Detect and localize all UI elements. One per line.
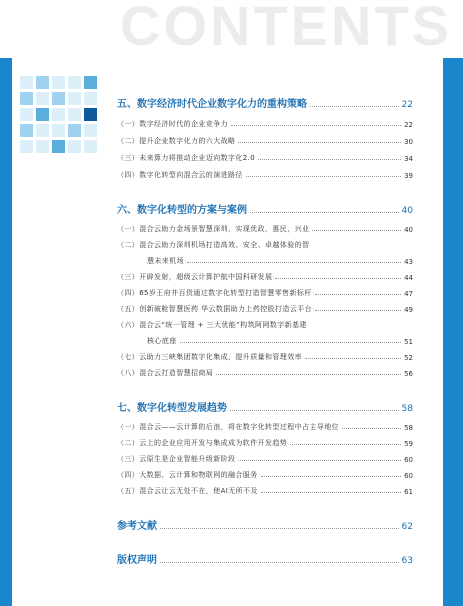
toc-page-number: 22 [401,100,413,110]
toc-page-number: 49 [404,306,413,314]
dot-leader [187,262,401,263]
deco-tile [52,124,65,137]
toc-item-title: （三）未来算力将推动企业迈向数字化2.0 [117,154,256,162]
toc-item-title: （五）混合云让云无处不在，使AI无所不及 [117,487,258,495]
deco-tile [36,124,49,137]
deco-tile [52,76,65,89]
toc-item-title: （四）数字化转型向混合云的演进路径 [117,171,243,179]
toc-item-title-continued: 慧未来机场 [147,257,184,265]
toc-section-title: 七、数字化转型发展趋势 [117,403,227,414]
dot-leader [231,125,401,126]
toc-page-number: 34 [404,155,413,163]
toc-item[interactable] [117,119,413,129]
toc-section-title: 参考文献 [117,521,157,532]
toc-item-title: （三）云原生是企业智能升级新阶段 [117,455,236,463]
toc-page-number: 60 [404,456,413,464]
dot-leader [342,428,401,429]
toc-item-title: （二）混合云助力深圳机场打造高效、安全、卓越体验的智 [117,241,310,249]
toc-item[interactable] [117,136,413,146]
toc-item-title: （二）云上的企业应用开发与集成成为软件开发趋势 [117,439,288,447]
toc-item[interactable] [117,470,413,480]
toc-item-title: （二）提升企业数字化力的六大战略 [117,137,236,145]
contents-watermark: CONTENTS [120,0,452,57]
toc-page-number: 56 [404,370,413,378]
deco-tile [68,76,81,89]
dot-leader [305,358,401,359]
toc-item[interactable] [117,170,413,180]
deco-tile [84,140,97,153]
toc-section-5[interactable] [117,96,413,110]
deco-tile [52,140,65,153]
toc-item[interactable] [117,352,413,362]
toc-item[interactable] [117,454,413,464]
deco-tile [36,76,49,89]
toc-item[interactable] [117,438,413,448]
toc-item-title: （七）云助力三峡集团数字化集成，提升质量和管理效率 [117,353,302,361]
toc-item[interactable] [117,320,413,346]
toc-item-title: （四）大数据、云计算和物联网的融合服务 [117,471,258,479]
toc-page-number: 60 [404,472,413,480]
toc-item-title: （八）混合云打造智慧招商局 [117,369,214,377]
dot-leader [261,476,401,477]
toc-page-number: 40 [404,226,413,234]
toc-page-number: 58 [401,404,413,414]
decorative-tile-grid [20,76,97,153]
deco-tile [68,124,81,137]
toc-item[interactable] [117,422,413,432]
deco-tile [68,140,81,153]
toc-item[interactable] [117,288,413,298]
dot-leader [290,444,401,445]
toc-item[interactable] [117,486,413,496]
deco-tile [20,108,33,121]
deco-tile [20,124,33,137]
toc-copyright[interactable] [117,552,413,566]
toc-item-title: （一）混合云助力金场景智慧深圳，实现优政，惠民，兴业 [117,225,310,233]
toc-page-number: 62 [401,522,413,532]
right-accent-bar [443,58,463,606]
toc-item[interactable] [117,153,413,163]
toc-page-number: 40 [401,206,413,216]
toc-item-title: （一）混合云——云计算的后浪，将在数字化转型过程中占主导地位 [117,423,339,431]
toc-item[interactable] [117,272,413,282]
toc-item[interactable] [117,240,413,266]
toc-page-number: 39 [404,172,413,180]
deco-tile [52,108,65,121]
deco-tile [36,108,49,121]
dot-leader [230,410,399,411]
toc-item[interactable] [117,224,413,234]
toc-page-number: 63 [401,556,413,566]
dot-leader [310,106,399,107]
toc-item-title: （三）开辟发射，超级云计算护航中国科研发展 [117,273,273,281]
toc-page-number: 47 [404,290,413,298]
deco-tile [84,124,97,137]
toc-section-title: 六、数字化转型的方案与案例 [117,205,247,216]
left-accent-bar [0,58,12,606]
dot-leader [180,342,401,343]
toc-section-7[interactable] [117,400,413,414]
table-of-contents [117,96,413,566]
dot-leader [160,562,399,563]
toc-item-title-continued: 核心底座 [147,337,177,345]
dot-leader [160,528,399,529]
toc-section-6[interactable] [117,202,413,216]
deco-tile [84,76,97,89]
toc-page-number: 58 [404,424,413,432]
toc-section-title: 版权声明 [117,555,157,566]
deco-tile [36,140,49,153]
deco-tile [84,108,97,121]
dot-leader [258,159,401,160]
toc-item-title: （五）创新破舱智慧医药 华云数据助力上药控股打造云平台 [117,305,313,313]
toc-item-title: （六）混合云“统一管理 + 三大优能”构筑阿网数字新基建 [117,321,307,329]
deco-tile [20,76,33,89]
deco-tile [52,92,65,105]
dot-leader [238,142,401,143]
toc-references[interactable] [117,518,413,532]
deco-tile [84,92,97,105]
dot-leader [312,230,401,231]
dot-leader [261,492,401,493]
dot-leader [216,374,401,375]
toc-page-number: 51 [404,338,413,346]
toc-page-number: 30 [404,138,413,146]
dot-leader [250,212,399,213]
deco-tile [20,140,33,153]
toc-page-number: 61 [404,488,413,496]
toc-page-number: 43 [404,258,413,266]
toc-item-title: （一）数字经济时代的企业竞争力 [117,120,228,128]
toc-item[interactable] [117,304,413,314]
dot-leader [315,310,401,311]
dot-leader [315,294,401,295]
deco-tile [68,108,81,121]
toc-section-title: 五、数字经济时代企业数字化力的重构策略 [117,99,307,110]
toc-item-title: （四）65岁王府井百货通过数字化转型打造智慧零售新标杆 [117,289,312,297]
dot-leader [275,278,401,279]
toc-item[interactable] [117,368,413,378]
deco-tile [36,92,49,105]
toc-page-number: 44 [404,274,413,282]
dot-leader [246,176,401,177]
toc-page-number: 59 [404,440,413,448]
deco-tile [68,92,81,105]
deco-tile [20,92,33,105]
dot-leader [238,460,401,461]
toc-page-number: 22 [404,121,413,129]
toc-page-number: 52 [404,354,413,362]
